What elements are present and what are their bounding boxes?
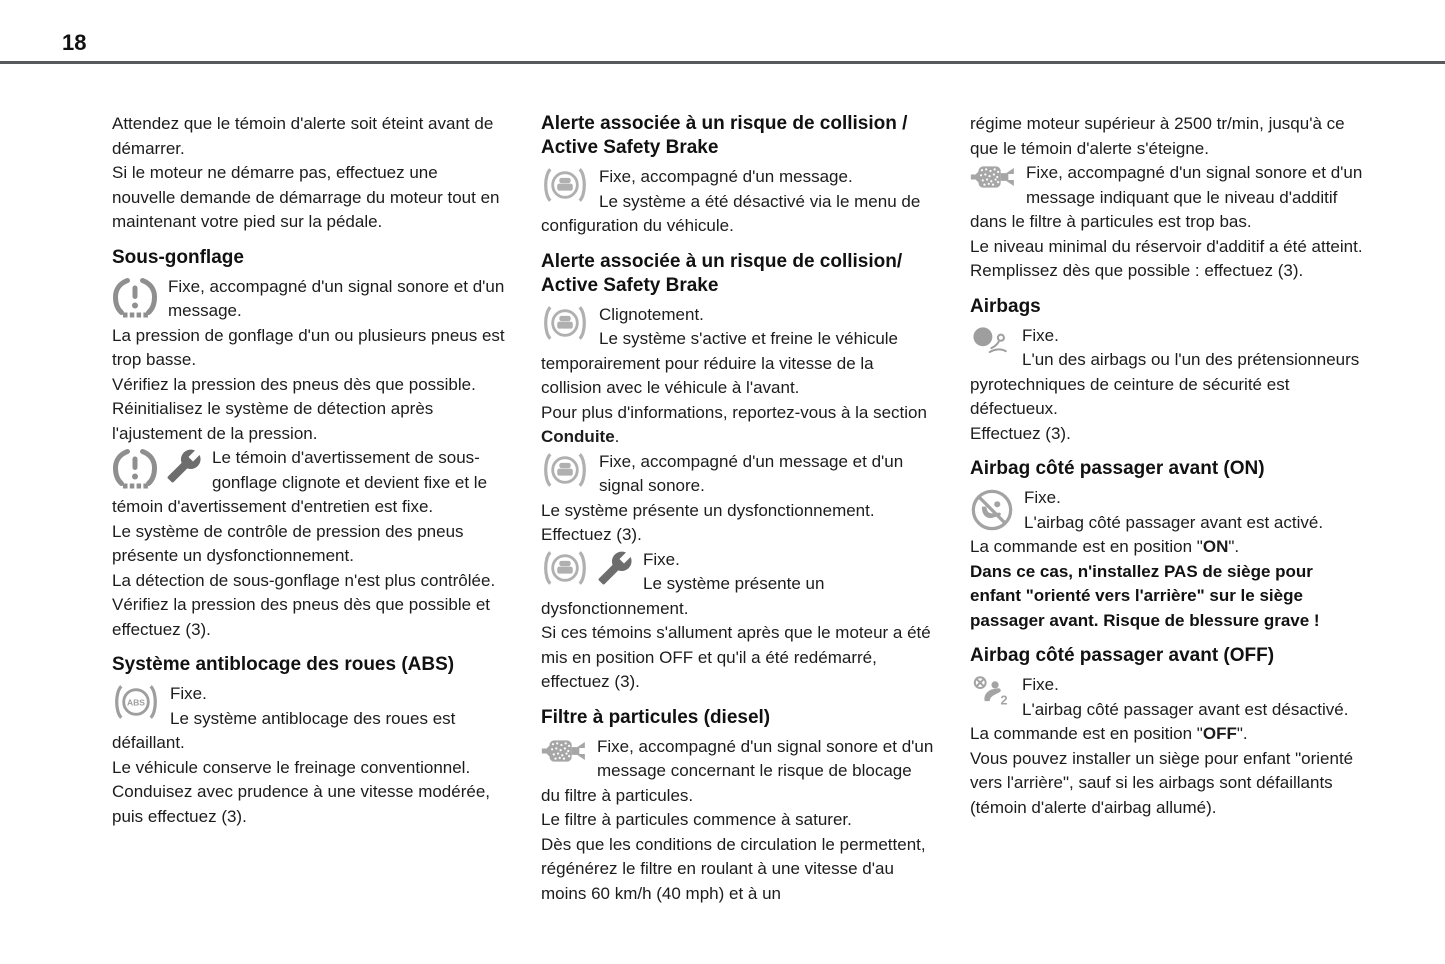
icon-group — [112, 277, 158, 319]
warning-entry-asb-service — [541, 548, 934, 622]
header-rule — [0, 61, 1445, 64]
icon-group — [541, 550, 633, 586]
heading-sous-gonflage: Sous-gonflage — [112, 246, 244, 268]
icon-group — [541, 452, 589, 488]
collision-alert-brake-icon — [541, 305, 589, 341]
airbag-warning-icon — [970, 326, 1012, 362]
warning-entry-asb-1 — [541, 165, 934, 239]
text-segment: ". — [1236, 724, 1248, 743]
warning-text: Dans ce cas, n'installez PAS de siège pour enfant "orienté vers l'arrière" sur le siège passager avant. Risque de blessure grave ! — [970, 561, 1320, 630]
svg-text:ABS: ABS — [127, 697, 145, 708]
heading-line: Active Safety Brake — [541, 274, 719, 296]
body-text: L'airbag côté passager avant est désactivé. — [1022, 699, 1349, 719]
body-text: Réinitialisez le système de détection après l'ajustement de la pression. — [112, 399, 434, 443]
particulate-filter-icon — [541, 737, 587, 765]
body-text: Fixe, accompagné d'un message et d'un signal sonore. — [599, 451, 904, 495]
heading-airbag-on: Airbag côté passager avant (ON) — [970, 458, 1265, 479]
warning-entry-airbag-off — [970, 673, 1363, 722]
particulate-filter-icon — [970, 163, 1016, 191]
icon-group — [112, 684, 160, 720]
body-text: La détection de sous-gonflage n'est plus contrôlée. — [112, 570, 496, 590]
body-text: Le niveau minimal du réservoir d'additif a été atteint. — [970, 236, 1363, 256]
body-text: Vous pouvez installer un siège pour enfant "orienté vers l'arrière", sauf si les airbags sont défaillants (témoin d'alerte d'airbag allumé). — [970, 748, 1354, 817]
body-text: Clignotement. — [599, 304, 704, 324]
body-text: régime moteur supérieur à 2500 tr/min, jusqu'à ce que le témoin d'alerte s'éteigne. — [970, 114, 1345, 158]
heading-dpf: Filtre à particules (diesel) — [541, 706, 771, 728]
body-text: Fixe. — [1024, 488, 1061, 507]
body-text: Le système a été désactivé via le menu de configuration du véhicule. — [541, 191, 921, 235]
icon-group — [541, 737, 587, 765]
body-text: Fixe, accompagné d'un message. — [599, 167, 853, 186]
tire-pressure-warning-icon — [112, 277, 158, 319]
text-segment: . — [614, 427, 620, 446]
heading-line: Alerte associée à un risque de collision / — [541, 113, 908, 134]
collision-alert-brake-icon — [541, 167, 589, 203]
column-2 — [541, 112, 934, 906]
body-text: Si ces témoins s'allument après que le moteur a été mis en position OFF et qu'il a été redémarré, effectuez (3). — [541, 623, 931, 691]
page-number: 18 — [62, 30, 87, 55]
warning-entry-tpms — [112, 275, 505, 324]
body-text: L'airbag côté passager avant est activé. — [1024, 512, 1324, 532]
body-text: Le système présente un dysfonctionnement. — [541, 574, 825, 618]
warning-entry-dpf-1 — [541, 735, 934, 809]
abs-warning-icon — [112, 684, 160, 720]
body-text: Fixe, accompagné d'un signal sonore et d'un message concernant le risque de blocage du filtre à particules. — [541, 736, 934, 805]
column-1 — [112, 112, 505, 906]
body-text: Effectuez (3). — [541, 525, 642, 544]
text-segment: Pour plus d'informations, reportez-vous à la section — [541, 402, 927, 422]
warning-entry-tpms-service — [112, 446, 505, 520]
body-text: Le système s'active et freine le véhicule temporairement pour réduire la vitesse de la collision avec le véhicule à l'avant. — [541, 329, 899, 397]
body-text: Conduisez avec prudence à une vitesse modérée, puis effectuez (3). — [112, 782, 491, 826]
icon-group — [970, 326, 1012, 362]
body-text: Fixe, accompagné d'un signal sonore et d'un message indiquant que le niveau d'additif dans le filtre à particules est trop bas. — [970, 163, 1363, 231]
warning-entry-airbag-on — [970, 486, 1363, 535]
warning-entry-abs — [112, 682, 505, 756]
text-segment: ". — [1228, 537, 1240, 556]
heading-collision-alert-2 — [541, 250, 934, 298]
body-text: Dès que les conditions de circulation le permettent, régénérez le filtre en roulant à une vitesse d'au moins 60 km/h (40 mph) et à un — [541, 834, 926, 903]
text-segment: La commande est en position " — [970, 724, 1203, 743]
heading-abs: Système antiblocage des roues (ABS) — [112, 654, 455, 675]
body-text: Attendez que le témoin d'alerte soit éteint avant de démarrer. — [112, 114, 494, 158]
warning-entry-asb-2 — [541, 303, 934, 401]
icon-group — [541, 167, 589, 203]
service-wrench-icon — [597, 550, 633, 586]
text-segment-bold: ON — [1202, 537, 1229, 556]
heading-collision-alert-1 — [541, 112, 934, 160]
body-text: Le véhicule conserve le freinage conventionnel. — [112, 757, 471, 777]
tire-pressure-warning-icon — [112, 448, 158, 490]
warning-entry-airbag — [970, 324, 1363, 422]
body-text — [970, 535, 1363, 560]
warning-entry-asb-3 — [541, 450, 934, 499]
passenger-airbag-on-icon — [970, 488, 1014, 532]
icon-group — [970, 488, 1014, 532]
icon-group — [970, 163, 1016, 191]
heading-line: Active Safety Brake — [541, 137, 719, 158]
body-text: Le filtre à particules commence à saturer. — [541, 810, 852, 829]
body-text: L'un des airbags ou l'un des prétensionneurs pyrotechniques de ceinture de sécurité est défectueux. — [970, 350, 1360, 418]
body-text: Fixe. — [170, 684, 207, 703]
text-segment: La commande est en position " — [970, 537, 1203, 556]
collision-alert-brake-icon — [541, 550, 589, 586]
body-text: Le système présente un dysfonctionnement. — [541, 500, 875, 520]
body-text: Fixe. — [1022, 325, 1059, 345]
body-text — [541, 401, 934, 450]
icon-group — [541, 305, 589, 341]
body-text: Le système de contrôle de pression des pneus présente un dysfonctionnement. — [112, 521, 464, 565]
text-segment-bold: Conduite — [541, 427, 615, 446]
passenger-airbag-off-icon — [970, 675, 1012, 711]
icon-group — [970, 675, 1012, 711]
body-text: Remplissez dès que possible : effectuez (3). — [970, 261, 1304, 280]
body-text: Vérifiez la pression des pneus dès que possible et effectuez (3). — [112, 595, 491, 639]
body-text: Fixe, accompagné d'un signal sonore et d'un message. — [168, 276, 505, 320]
body-text: Vérifiez la pression des pneus dès que possible. — [112, 374, 476, 394]
body-text: Fixe. — [1022, 675, 1059, 694]
body-text: Si le moteur ne démarre pas, effectuez une nouvelle demande de démarrage du moteur tout en maintenant votre pied sur la pédale. — [112, 163, 500, 231]
icon-group — [112, 448, 202, 490]
warning-entry-dpf-2 — [970, 161, 1363, 235]
body-text: La pression de gonflage d'un ou plusieurs pneus est trop basse. — [112, 325, 505, 369]
body-text: Le système antiblocage des roues est défaillant. — [112, 708, 456, 752]
body-text: Le témoin d'avertissement de sous-gonflage clignote et devient fixe et le témoin d'avertissement d'entretien est fixe. — [112, 448, 488, 516]
heading-airbag-off: Airbag côté passager avant (OFF) — [970, 645, 1275, 666]
heading-airbags: Airbags — [970, 295, 1041, 317]
body-text — [970, 722, 1363, 747]
body-text: Effectuez (3). — [970, 423, 1071, 443]
body-text: Fixe. — [643, 549, 680, 569]
content-columns — [112, 112, 1363, 906]
collision-alert-brake-icon — [541, 452, 589, 488]
heading-line: Alerte associée à un risque de collision/ — [541, 250, 903, 272]
svg-text:2: 2 — [1000, 693, 1008, 708]
text-segment-bold: OFF — [1202, 724, 1237, 743]
column-3 — [970, 112, 1363, 906]
service-wrench-icon — [166, 448, 202, 484]
